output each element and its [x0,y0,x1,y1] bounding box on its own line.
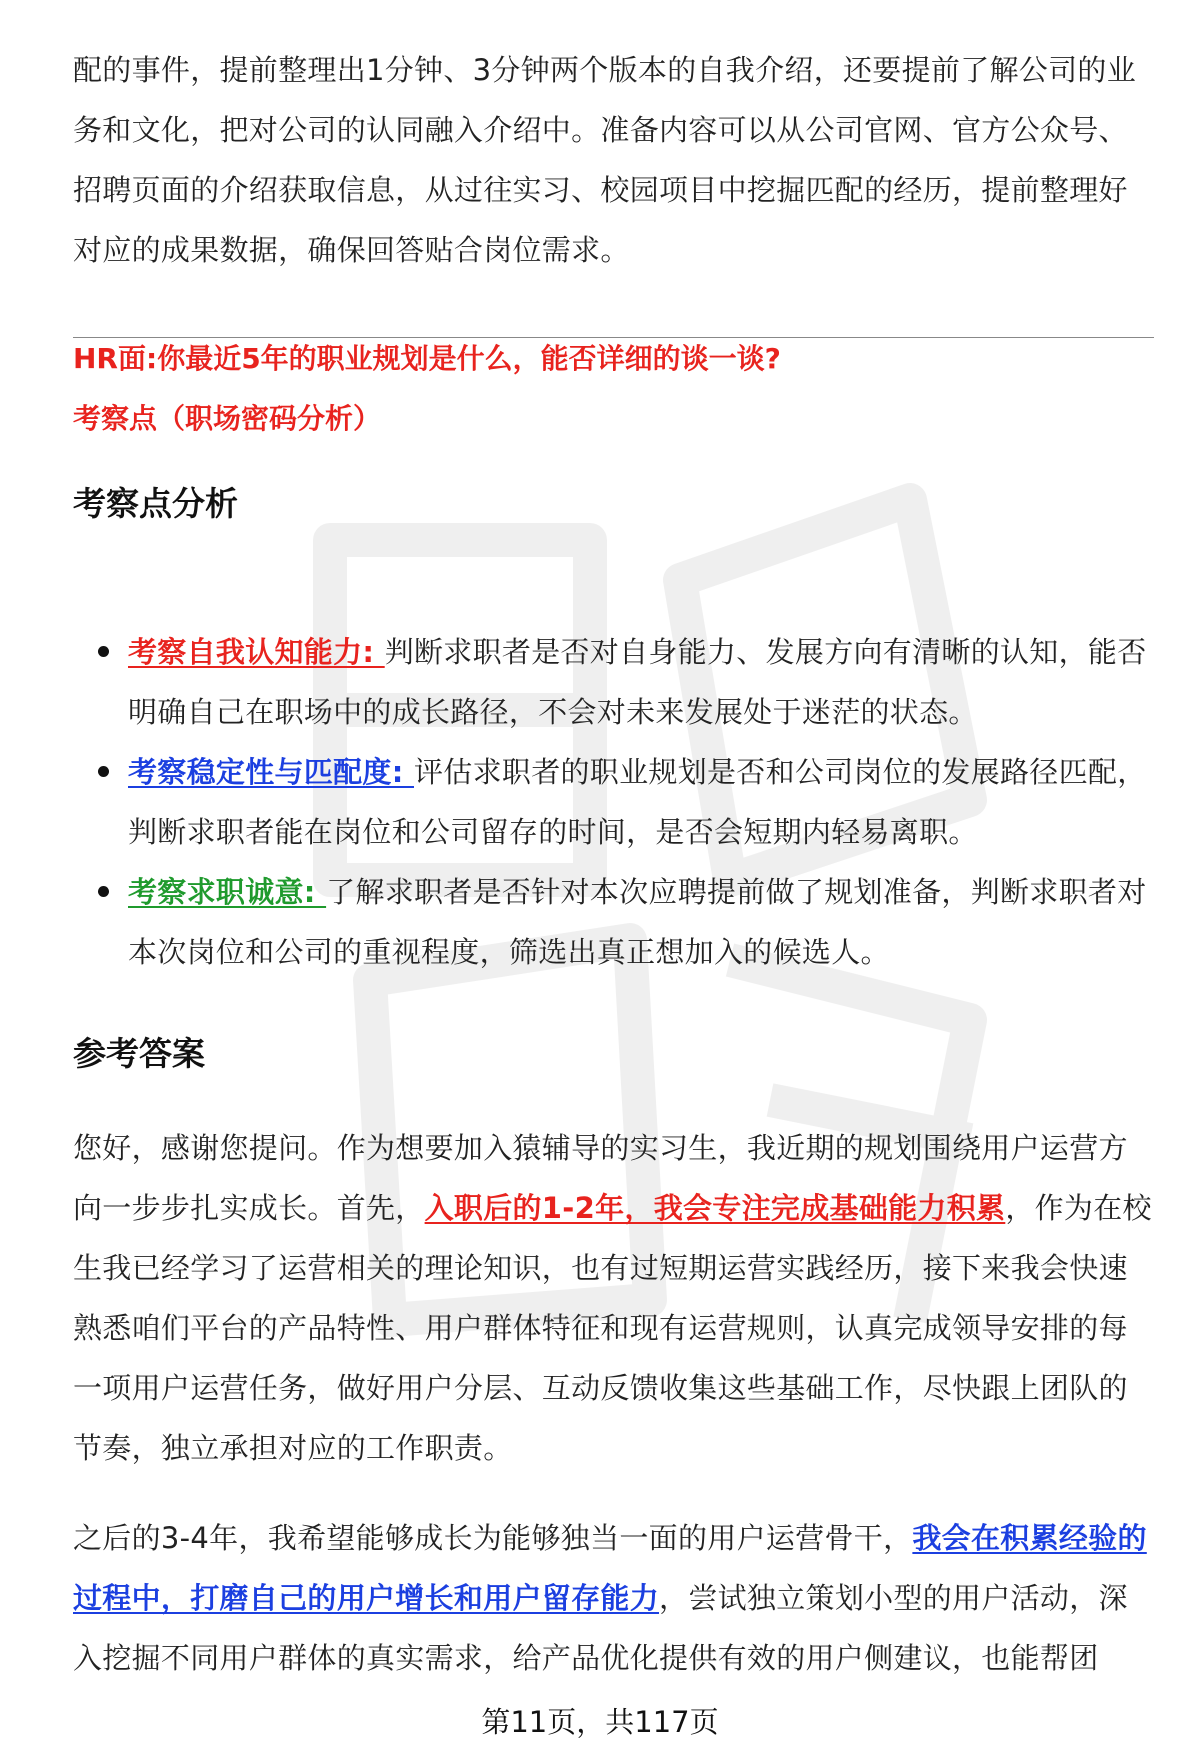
analysis-heading: 考察点分析 [73,484,238,523]
answer-highlight: 入职后的1-2年，我会专注完成基础能力积累 [424,1191,1006,1225]
analysis-point-text: 了解求职者是否针对本次应聘提前做了规划准备，判断求职者对本次岗位和公司的重视程度，筛选出真正想加入的候选人。 [128,875,1147,969]
answer-paragraph-2 [73,1508,1153,1688]
bullet-icon [98,646,109,657]
question-title: HR面:你最近5年的职业规划是什么，能否详细的谈一谈? [73,342,781,375]
question-subtitle: 考察点（职场密码分析） [73,402,382,435]
analysis-point-text: 评估求职者的职业规划是否和公司岗位的发展路径匹配，判断求职者能在岗位和公司留存的时间，是否会短期内轻易离职。 [128,755,1147,849]
answer-text: ，尝试独立策划小型的用户活动，深入挖掘不同用户群体的真实需求，给产品优化提供有效的用户侧建议，也能帮团 [73,1581,1128,1675]
analysis-point-text: 判断求职者是否对自身能力、发展方向有清晰的认知，能否明确自己在职场中的成长路径，不会对未来发展处于迷茫的状态。 [128,635,1147,729]
answer-paragraph-1 [73,1118,1153,1478]
answer-text: 之后的3-4年，我希望能够成长为能够独当一面的用户运营骨干， [73,1521,913,1555]
analysis-point [73,622,1153,742]
answer-heading: 参考答案 [73,1034,205,1073]
analysis-point-label: 考察求职诚意: [128,875,327,909]
bullet-icon [98,766,109,777]
page-number: 第11页，共117页 [481,1705,719,1739]
analysis-point [73,862,1153,982]
answer-text: 您好，感谢您提问。作为想要加入猿辅导的实习生，我近期的规划围绕用户运营方向一步步扎实成长。首先， [73,1131,1128,1225]
answer-highlight: 我会在积累经验的过程中，打磨自己的用户增长和用户留存能力 [73,1521,1147,1615]
answer-text: ，作为在校生我已经学习了运营相关的理论知识，也有过短期运营实践经历，接下来我会快速熟悉咱们平台的产品特性、用户群体特征和现有运营规则，认真完成领导安排的每一项用户运营任务，做好用户分层、互动反馈收集这些基础工作，尽快跟上团队的节奏，独立承担对应的工作职责。 [73,1191,1152,1465]
analysis-point-label: 考察稳定性与匹配度: [128,755,414,789]
bullet-icon [98,886,109,897]
analysis-points-list [73,622,1153,982]
analysis-point [73,742,1153,862]
intro-paragraph: 配的事件，提前整理出1分钟、3分钟两个版本的自我介绍，还要提前了解公司的业务和文化，把对公司的认同融入介绍中。准备内容可以从公司官网、官方公众号、招聘页面的介绍获取信息，从过往实习、校园项目中挖掘匹配的经历，提前整理好对应的成果数据，确保回答贴合岗位需求。 [73,53,1137,267]
analysis-point-label: 考察自我认知能力: [128,635,385,669]
